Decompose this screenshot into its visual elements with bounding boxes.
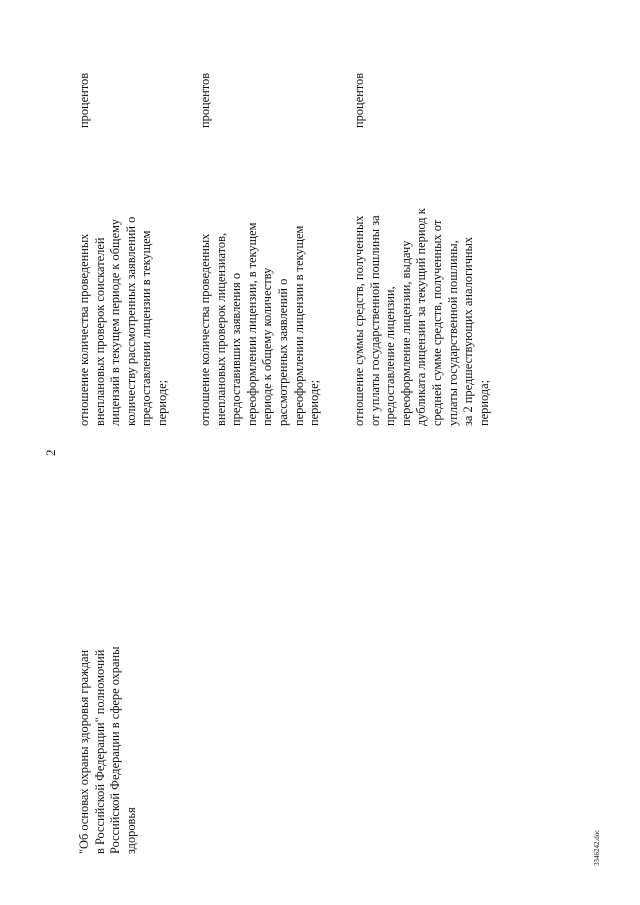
indicator-line: переоформление лицензии, выдачу	[398, 240, 413, 426]
indicator-line: предоставивших заявления о	[229, 272, 244, 426]
law-reference-line: здоровья	[123, 807, 138, 854]
indicator-unit-2: процентов	[198, 72, 212, 128]
indicator-line: периоде к общему количеству	[260, 267, 275, 426]
indicator-line: отношение суммы средств, полученных	[352, 215, 366, 426]
indicator-line: уплаты государственной пошлины,	[445, 240, 460, 426]
indicator-line: периода;	[476, 379, 491, 426]
indicator-line: переоформлении лицензии в текущем	[291, 225, 306, 426]
indicator-unit-3: процентов	[352, 72, 366, 128]
footer-filename: 3346242.doc	[593, 829, 601, 866]
indicator-line: лицензий в текущем периоде к общему	[108, 218, 123, 426]
page-number: 2	[43, 449, 58, 456]
indicator-line: периоде;	[154, 379, 169, 426]
indicator-line: отношение количества проведенных	[198, 233, 212, 426]
indicator-line: предоставлении лицензии в текущем	[139, 230, 154, 426]
indicator-line: периоде;	[307, 379, 322, 426]
indicator-text-1	[77, 217, 171, 426]
law-reference-text	[77, 647, 139, 854]
law-reference-line: Российской Федерации в сфере охраны	[108, 646, 123, 854]
indicator-unit-1: процентов	[77, 72, 91, 128]
indicator-text-2	[198, 223, 323, 426]
indicator-line: рассмотренных заявлений о	[275, 278, 290, 426]
indicator-line: дубликата лицензии за текущий период к	[414, 208, 429, 426]
indicator-line: переоформлении лицензии, в текущем	[244, 222, 259, 426]
indicator-text-3	[352, 208, 492, 426]
indicator-line: отношение количества проведенных	[77, 233, 91, 426]
indicator-line: за 2 предшествующих аналогичных	[461, 236, 476, 426]
indicator-line: внеплановых проверок соискателей	[92, 237, 107, 426]
indicator-line: предоставление лицензии,	[383, 286, 398, 426]
indicator-line: от уплаты государственной пошлины за	[367, 215, 382, 426]
indicator-line: внеплановых проверок лицензиатов,	[213, 232, 228, 426]
indicator-line: средней сумме средств, полученных от	[429, 219, 444, 426]
law-reference-line: в Российской Федерации" полномочий	[92, 649, 107, 854]
indicator-line: количеству рассмотренных заявлений о	[123, 216, 138, 426]
law-reference-line: "Об основах охраны здоровья граждан	[77, 649, 91, 854]
